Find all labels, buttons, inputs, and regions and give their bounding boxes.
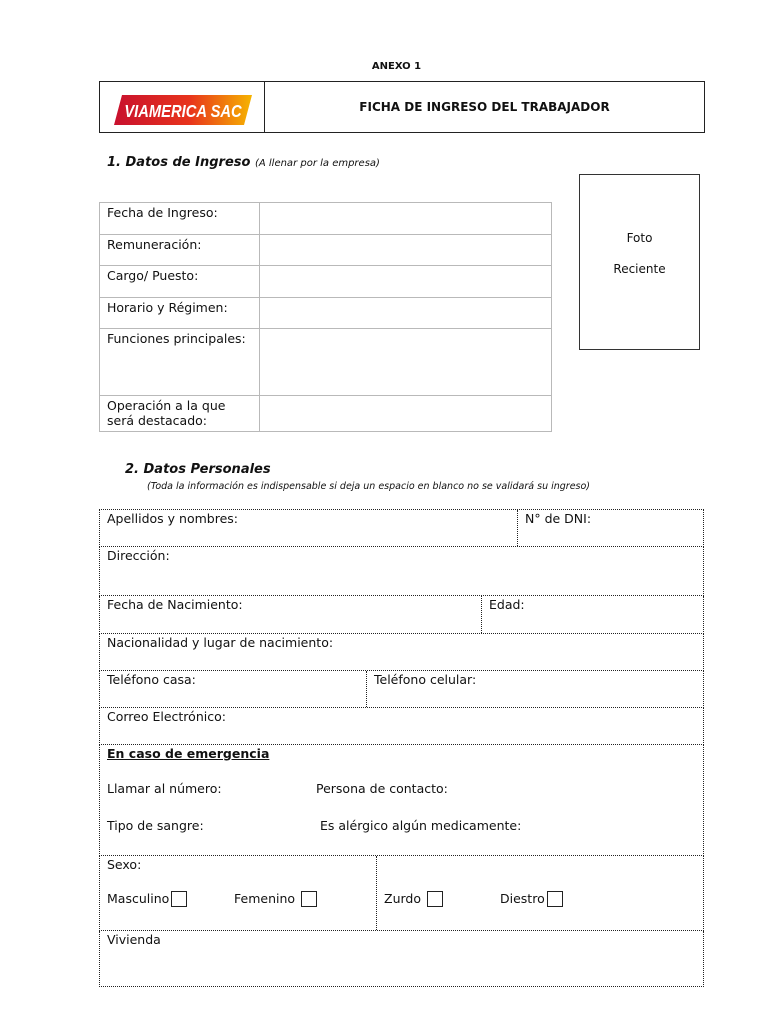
emergency-heading: En caso de emergencia [107, 746, 270, 761]
row-nacionalidad [99, 634, 704, 671]
label-dni: N° de DNI: [525, 511, 592, 526]
field-telefono-celular[interactable] [366, 671, 703, 707]
field-telefono-casa[interactable] [100, 671, 366, 707]
label-zurdo: Zurdo [384, 891, 421, 906]
label-apellidos: Apellidos y nombres: [107, 511, 238, 526]
hiring-data-table [99, 202, 552, 432]
label-operacion-line1: Operación a la que [107, 398, 226, 413]
company-logo [114, 95, 252, 125]
field-remuneracion[interactable] [260, 235, 552, 266]
row-emergencia [99, 745, 704, 856]
field-edad[interactable] [481, 596, 703, 633]
label-contacto[interactable]: Persona de contacto: [316, 781, 448, 796]
annex-label: ANEXO 1 [371, 61, 422, 72]
field-funciones[interactable] [260, 329, 552, 396]
row-fecha-nacimiento [99, 596, 704, 634]
label-fecha-nacimiento: Fecha de Nacimiento: [107, 597, 243, 612]
label-diestro: Diestro [500, 891, 545, 906]
checkbox-masculino[interactable] [171, 891, 187, 907]
label-edad: Edad: [489, 597, 525, 612]
section1-heading [107, 155, 380, 170]
form-header [99, 81, 705, 133]
field-fecha-nacimiento[interactable] [100, 596, 481, 633]
label-alergico[interactable]: Es alérgico algún medicamente: [320, 818, 522, 833]
row-correo [99, 708, 704, 745]
field-fecha-ingreso[interactable] [260, 203, 552, 235]
section2-note: (Toda la información es indispensable si deja un espacio en blanco no se validará su ingreso) [147, 481, 591, 492]
row-direccion [99, 547, 704, 596]
label-horario: Horario y Régimen: [100, 298, 260, 329]
sex-cell [100, 856, 376, 930]
section1-title: 1. Datos de Ingreso [107, 155, 251, 170]
label-femenino: Femenino [234, 891, 296, 906]
label-sexo: Sexo: [107, 857, 142, 872]
option-diestro[interactable] [500, 891, 563, 907]
form-title: FICHA DE INGRESO DEL TRABAJADOR [359, 100, 610, 114]
row-apellidos [99, 509, 704, 547]
field-cargo[interactable] [260, 266, 552, 298]
label-llamar[interactable]: Llamar al número: [107, 781, 222, 796]
label-fecha-ingreso: Fecha de Ingreso: [100, 203, 260, 235]
option-masculino[interactable] [107, 891, 187, 907]
personal-data-table [99, 509, 704, 987]
section1-note: (A llenar por la empresa) [254, 158, 380, 169]
label-tipo-sangre[interactable]: Tipo de sangre: [107, 818, 204, 833]
checkbox-zurdo[interactable] [427, 891, 443, 907]
hand-cell [376, 856, 703, 930]
label-remuneracion: Remuneración: [100, 235, 260, 266]
label-funciones: Funciones principales: [100, 329, 260, 396]
label-cargo: Cargo/ Puesto: [100, 266, 260, 298]
option-femenino[interactable] [234, 891, 317, 907]
row-sexo [99, 856, 704, 931]
field-operacion[interactable] [260, 396, 552, 432]
label-nacionalidad: Nacionalidad y lugar de nacimiento: [107, 635, 334, 650]
row-telefonos [99, 671, 704, 708]
photo-box [579, 174, 700, 350]
field-direccion[interactable] [100, 547, 703, 595]
checkbox-diestro[interactable] [547, 891, 563, 907]
logo-cell [100, 82, 265, 132]
label-correo: Correo Electrónico: [107, 709, 226, 724]
label-operacion [100, 396, 260, 432]
label-operacion-line2: será destacado: [107, 413, 207, 428]
logo-text: VIAMERICA SAC [124, 101, 242, 122]
section2-title: 2. Datos Personales [125, 462, 271, 477]
field-vivienda[interactable] [100, 931, 703, 986]
field-apellidos[interactable] [100, 510, 517, 546]
option-zurdo[interactable] [384, 891, 443, 907]
label-vivienda: Vivienda [107, 932, 161, 947]
field-correo[interactable] [100, 708, 703, 744]
label-telefono-celular: Teléfono celular: [374, 672, 477, 687]
photo-label-line2: Reciente [613, 262, 666, 276]
photo-label-line1: Foto [626, 231, 653, 245]
field-horario[interactable] [260, 298, 552, 329]
row-vivienda [99, 931, 704, 987]
label-telefono-casa: Teléfono casa: [107, 672, 196, 687]
field-dni[interactable] [517, 510, 703, 546]
label-direccion: Dirección: [107, 548, 170, 563]
checkbox-femenino[interactable] [301, 891, 317, 907]
field-nacionalidad[interactable] [100, 634, 703, 670]
label-masculino: Masculino [107, 891, 170, 906]
